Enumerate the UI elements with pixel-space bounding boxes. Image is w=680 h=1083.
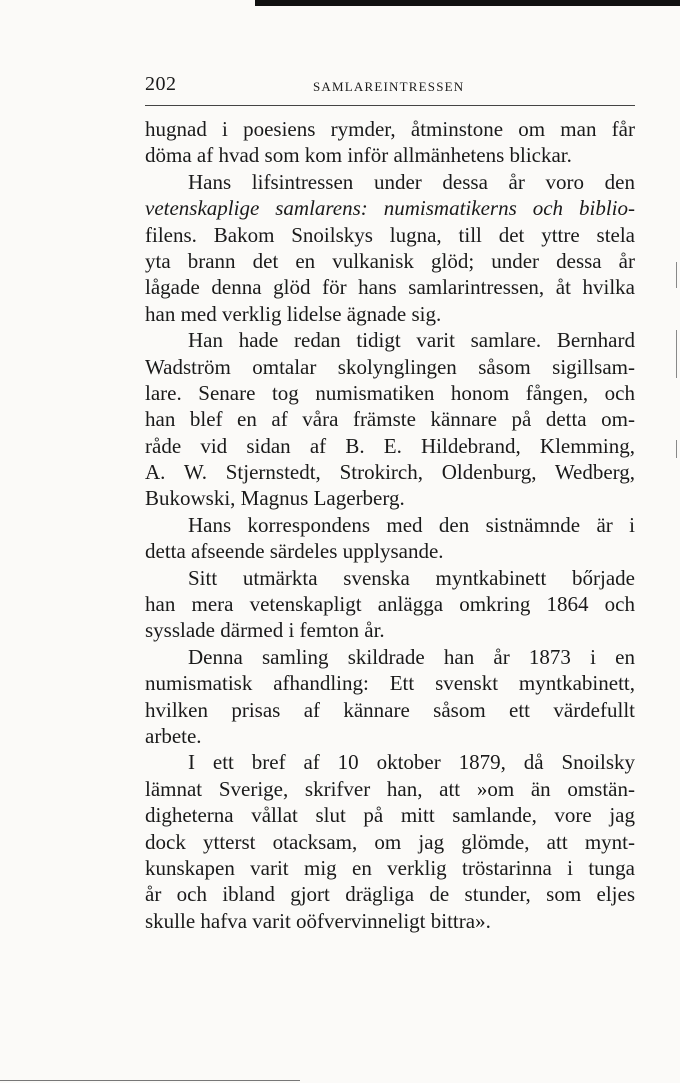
text-line: hvilken prisas af kännare såsom ett värdefullt xyxy=(145,697,635,722)
text-line: I ett bref af 10 oktober 1879, då Snoilsky xyxy=(188,750,635,775)
paragraph xyxy=(145,327,635,512)
text-line: råde vid sidan af B. E. Hildebrand, Klemming, xyxy=(145,433,635,458)
text-line: hugnad i poesiens rymder, åtminstone om man får xyxy=(145,117,635,141)
page-number: 202 xyxy=(145,73,177,95)
text-line: Han hade redan tidigt varit samlare. Bernhard xyxy=(188,328,635,353)
paragraph xyxy=(145,116,635,169)
text-line: han blef en af våra främste kännare på detta om- xyxy=(145,407,635,432)
text-line: detta afseende särdeles upplysande. xyxy=(145,539,444,564)
margin-mark xyxy=(676,440,677,458)
paragraph xyxy=(145,644,635,750)
text-line: Sitt utmärkta svenska myntkabinett bőrjade xyxy=(188,565,635,590)
text-line: lare. Senare tog numismatiken honom fången, och xyxy=(145,380,635,405)
paragraph xyxy=(145,749,635,934)
text-line: skulle hafva varit oöfvervinneligt bittra». xyxy=(145,908,491,933)
bottom-edge-rule xyxy=(0,1080,300,1081)
text-line: lämnat Sverige, skrifver han, att »om än omstän- xyxy=(145,776,635,801)
text-line: år och ibland gjort drägliga de stunder, som eljes xyxy=(145,882,635,907)
paragraph xyxy=(145,565,635,644)
text-line: Hans lifsintressen under dessa år voro den xyxy=(188,169,635,194)
text-line: Denna samling skildrade han år 1873 i en xyxy=(188,644,635,669)
header-rule xyxy=(145,105,635,106)
margin-mark xyxy=(676,262,677,288)
italic-text: vetenskaplige samlarens: numismatikerns och biblio- xyxy=(145,196,635,221)
text-line: dock ytterst otacksam, om jag glömde, att mynt- xyxy=(145,829,635,854)
text-line: han med verklig lidelse ägnade sig. xyxy=(145,301,442,326)
top-edge-rule xyxy=(255,0,680,6)
text-line: Bukowski, Magnus Lagerberg. xyxy=(145,486,405,511)
text-line: arbete. xyxy=(145,723,202,748)
body-text xyxy=(145,116,635,934)
text-line: döma af hvad som kom inför allmänhetens blickar. xyxy=(145,143,572,168)
text-line: numismatisk afhandling: Ett svenskt myntkabinett, xyxy=(145,671,635,696)
page-header xyxy=(145,73,635,97)
text-line: Wadström omtalar skolynglingen såsom sigillsam- xyxy=(145,354,635,379)
margin-mark xyxy=(676,330,677,378)
text-line: filens. Bakom Snoilskys lugna, till det yttre stela xyxy=(145,222,635,247)
text-line: lågade denna glöd för hans samlarintressen, åt hvilka xyxy=(145,275,635,300)
text-line: A. W. Stjernstedt, Strokirch, Oldenburg, Wedberg, xyxy=(145,460,635,485)
text-line: han mera vetenskapligt anlägga omkring 1864 och xyxy=(145,592,635,617)
text-line: sysslade därmed i femton år. xyxy=(145,618,385,643)
running-head: SAMLAREINTRESSEN xyxy=(313,79,465,94)
text-line: kunskapen varit mig en verklig tröstarinna i tunga xyxy=(145,855,635,880)
paragraph xyxy=(145,169,635,327)
text-line: digheterna vållat slut på mitt samlande, vore jag xyxy=(145,803,635,828)
text-line: yta brann det en vulkanisk glöd; under dessa år xyxy=(145,248,635,273)
paragraph xyxy=(145,512,635,565)
text-line: Hans korrespondens med den sistnämnde är i xyxy=(188,512,635,537)
text-line-italic xyxy=(145,195,635,221)
